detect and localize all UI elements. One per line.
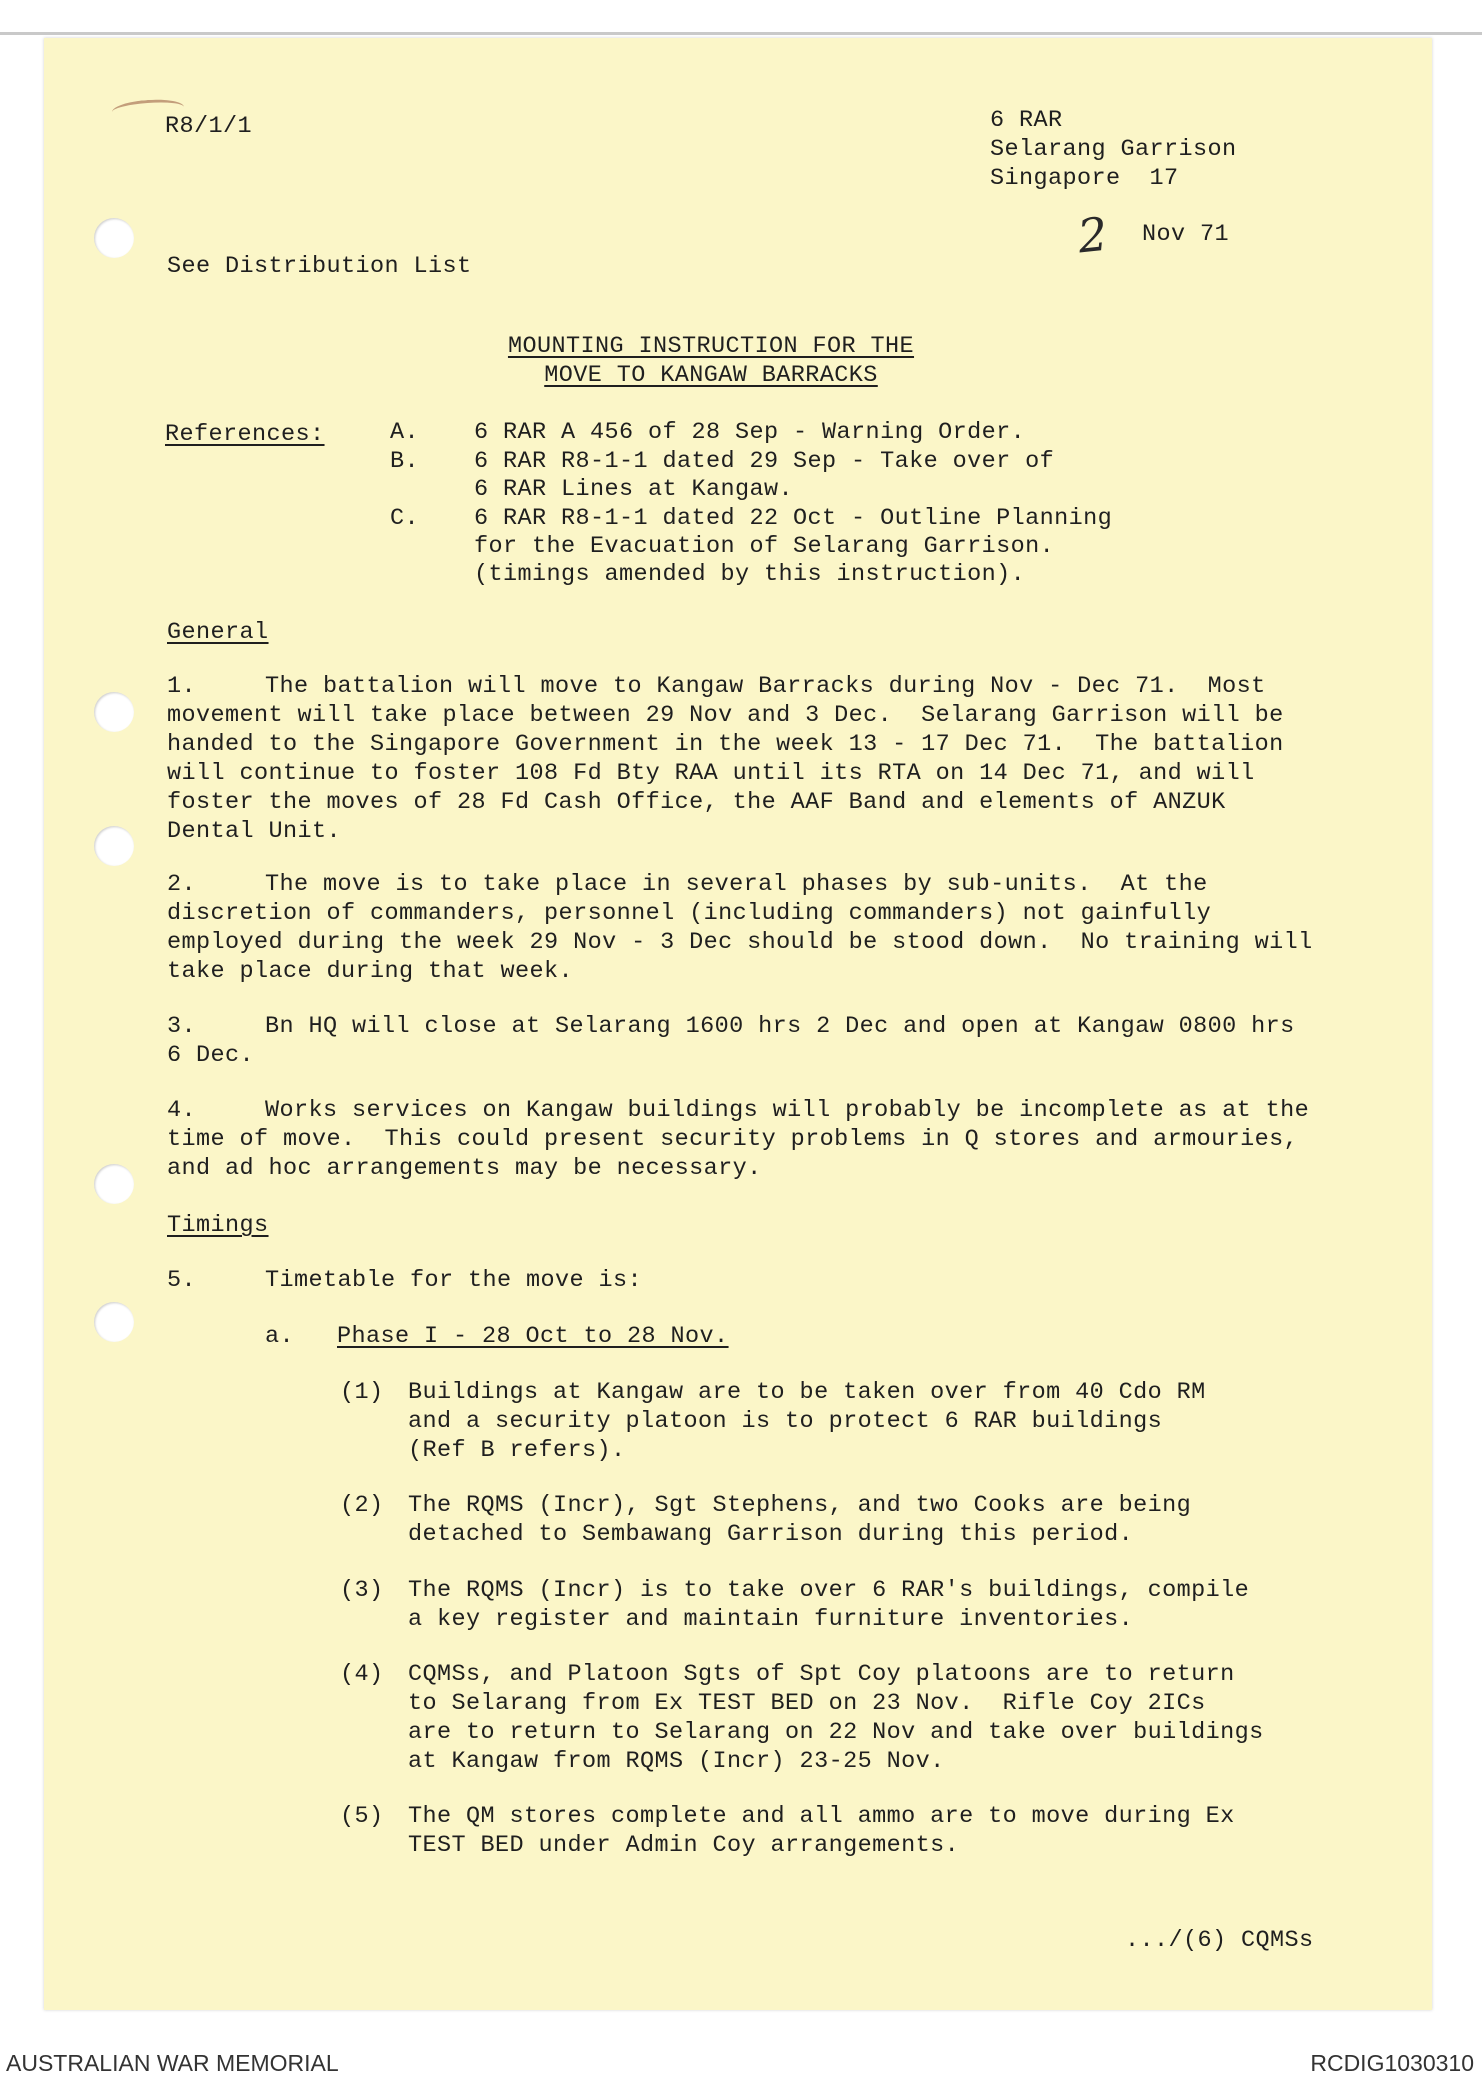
- punch-hole: [94, 826, 134, 866]
- references-label: References:: [165, 421, 325, 448]
- paragraph-text: The battalion will move to Kangaw Barracks during Nov - Dec 71. Most: [265, 673, 1266, 700]
- paragraph-text: discretion of commanders, personnel (including commanders) not gainfully: [167, 900, 1212, 927]
- reference-text: 6 RAR R8-1-1 dated 22 Oct - Outline Planning: [474, 505, 1113, 532]
- item-text: CQMSs, and Platoon Sgts of Spt Coy platoons are to return: [408, 1661, 1235, 1688]
- section-heading-general: General: [167, 619, 269, 646]
- paragraph-text: Dental Unit.: [167, 818, 342, 845]
- sender-city: Singapore 17: [990, 165, 1179, 192]
- item-text: TEST BED under Admin Coy arrangements.: [408, 1832, 960, 1859]
- item-text: The RQMS (Incr), Sgt Stephens, and two Cooks are being: [408, 1492, 1192, 1519]
- item-number: (2): [340, 1492, 384, 1519]
- punch-hole: [94, 218, 134, 258]
- paragraph-text: will continue to foster 108 Fd Bty RAA until its RTA on 14 Dec 71, and will: [167, 760, 1255, 787]
- paragraph-text: movement will take place between 29 Nov and 3 Dec. Selarang Garrison will be: [167, 702, 1284, 729]
- item-text: a key register and maintain furniture inventories.: [408, 1606, 1134, 1633]
- reference-text: (timings amended by this instruction).: [474, 561, 1026, 588]
- handwritten-date-day: 2: [1075, 206, 1111, 264]
- item-text: (Ref B refers).: [408, 1437, 626, 1464]
- letter-date: Nov 71: [1142, 221, 1230, 248]
- addressee: See Distribution List: [167, 253, 472, 280]
- paragraph-text: Works services on Kangaw buildings will probably be incomplete as at the: [265, 1097, 1310, 1124]
- paragraph-text: Bn HQ will close at Selarang 1600 hrs 2 Dec and open at Kangaw 0800 hrs: [265, 1013, 1295, 1040]
- paragraph-number: 5.: [167, 1267, 197, 1294]
- item-text: and a security platoon is to protect 6 RAR buildings: [408, 1408, 1163, 1435]
- archive-id: RCDIG1030310: [1310, 2050, 1474, 2076]
- paragraph-text: foster the moves of 28 Fd Cash Office, the AAF Band and elements of ANZUK: [167, 789, 1226, 816]
- item-number: (5): [340, 1803, 384, 1830]
- reference-text: 6 RAR A 456 of 28 Sep - Warning Order.: [474, 419, 1026, 446]
- punch-hole: [94, 692, 134, 732]
- phase-letter: a.: [265, 1323, 295, 1350]
- punch-hole: [94, 1302, 134, 1342]
- reference-text: for the Evacuation of Selarang Garrison.: [474, 533, 1055, 560]
- item-text: to Selarang from Ex TEST BED on 23 Nov. Rifle Coy 2ICs: [408, 1690, 1206, 1717]
- paragraph-text: take place during that week.: [167, 958, 574, 985]
- reference-letter: C.: [390, 505, 420, 532]
- scan-top-line: [0, 32, 1482, 35]
- item-text: detached to Sembawang Garrison during this period.: [408, 1521, 1134, 1548]
- punch-hole: [94, 1164, 134, 1204]
- section-heading-timings: Timings: [167, 1212, 269, 1239]
- continuation-marker: .../(6) CQMSs: [1125, 1927, 1314, 1954]
- archive-credit: AUSTRALIAN WAR MEMORIAL: [6, 2050, 339, 2076]
- reference-text: 6 RAR Lines at Kangaw.: [474, 476, 794, 503]
- document-title-line-1: MOUNTING INSTRUCTION FOR THE: [507, 333, 915, 360]
- reference-letter: B.: [390, 448, 420, 475]
- item-text: The QM stores complete and all ammo are to move during Ex: [408, 1803, 1235, 1830]
- item-number: (4): [340, 1661, 384, 1688]
- paragraph-text: Timetable for the move is:: [265, 1267, 643, 1294]
- item-text: Buildings at Kangaw are to be taken over from 40 Cdo RM: [408, 1379, 1206, 1406]
- item-number: (3): [340, 1577, 384, 1604]
- paragraph-text: 6 Dec.: [167, 1042, 255, 1069]
- item-text: at Kangaw from RQMS (Incr) 23-25 Nov.: [408, 1748, 945, 1775]
- reference-text: 6 RAR R8-1-1 dated 29 Sep - Take over of: [474, 448, 1055, 475]
- paragraph-number: 1.: [167, 673, 197, 700]
- paragraph-text: and ad hoc arrangements may be necessary.: [167, 1155, 762, 1182]
- paragraph-text: The move is to take place in several phases by sub-units. At the: [265, 871, 1208, 898]
- paragraph-text: handed to the Singapore Government in the week 13 - 17 Dec 71. The battalion: [167, 731, 1284, 758]
- sender-unit: 6 RAR: [990, 107, 1063, 134]
- paragraph-number: 4.: [167, 1097, 197, 1124]
- item-number: (1): [340, 1379, 384, 1406]
- sender-location: Selarang Garrison: [990, 136, 1237, 163]
- item-text: The RQMS (Incr) is to take over 6 RAR's buildings, compile: [408, 1577, 1250, 1604]
- paragraph-text: time of move. This could present security problems in Q stores and armouries,: [167, 1126, 1299, 1153]
- phase-title: Phase I - 28 Oct to 28 Nov.: [337, 1323, 729, 1350]
- file-reference: R8/1/1: [165, 113, 253, 140]
- paragraph-number: 2.: [167, 871, 197, 898]
- document-title-line-2: MOVE TO KANGAW BARRACKS: [544, 362, 878, 389]
- paragraph-text: employed during the week 29 Nov - 3 Dec should be stood down. No training will: [167, 929, 1313, 956]
- reference-letter: A.: [390, 419, 420, 446]
- item-text: are to return to Selarang on 22 Nov and take over buildings: [408, 1719, 1264, 1746]
- paragraph-number: 3.: [167, 1013, 197, 1040]
